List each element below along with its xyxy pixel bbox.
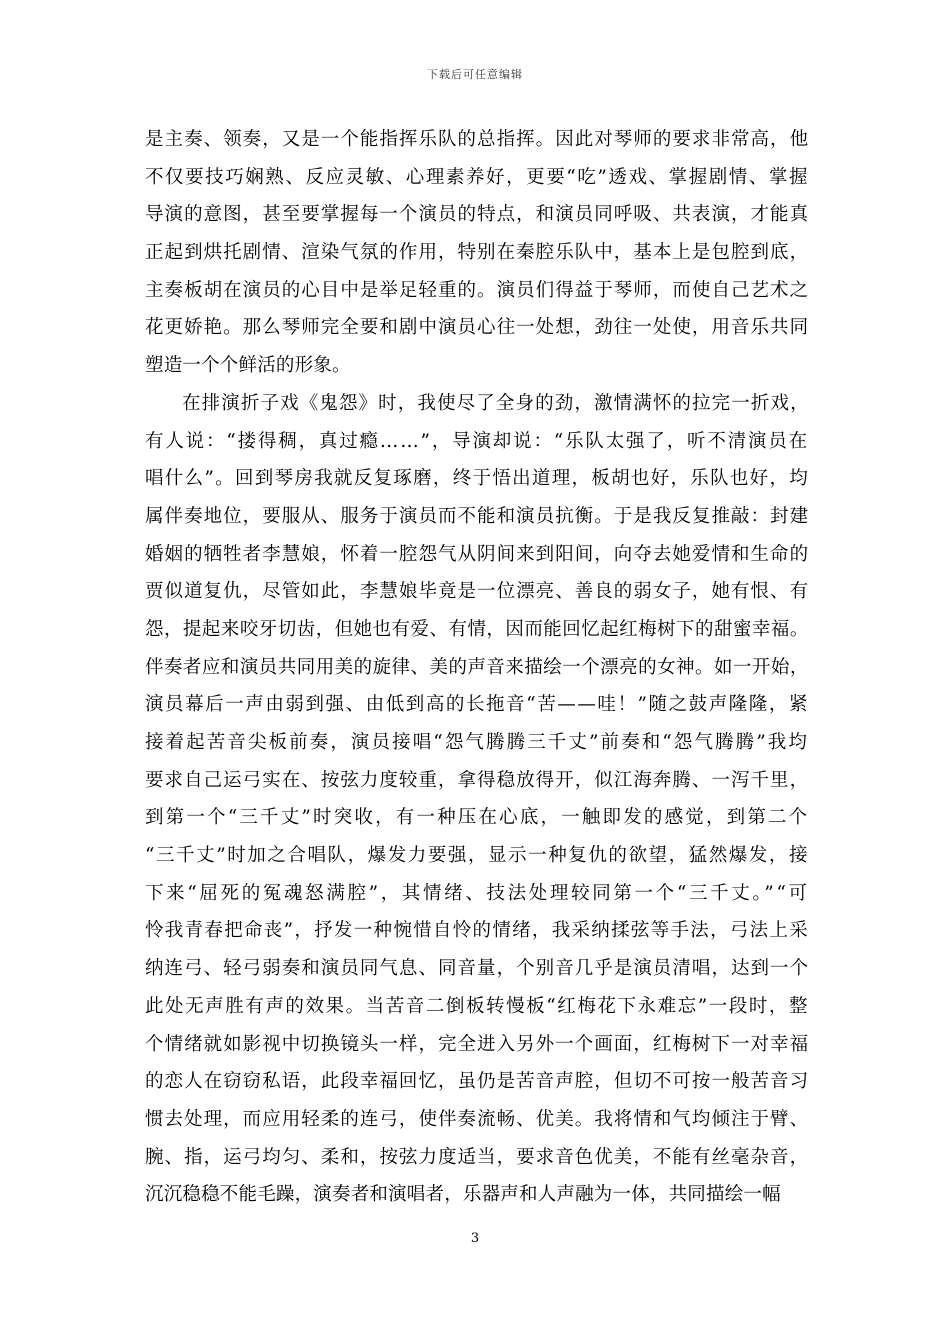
- text-line: 怨，提起来咬牙切齿，但她也有爱、有情，因而能回忆起红梅树下的甜蜜幸福。: [145, 618, 809, 640]
- text-line: 花更娇艳。那么琴师完全要和剧中演员心往一处想，劲往一处使，用音乐共同: [145, 317, 810, 339]
- text-line: 此处无声胜有声的效果。当苦音二倒板转慢板“红梅花下永难忘”一段时，整: [145, 995, 810, 1017]
- text-line: 的恋人在窃窃私语，此段幸福回忆，虽仍是苦音声腔，但切不可按一般苦音习: [145, 1071, 810, 1093]
- text-line: 个情绪就如影视中切换镜头一样，完全进入另外一个画面，红梅树下一对幸福: [145, 1033, 810, 1055]
- text-line: 纳连弓、轻弓弱奏和演员同气息、同音量，个别音几乎是演员清唱，达到一个: [145, 958, 810, 980]
- text-line: 到第一个“三千丈”时突收，有一种压在心底，一触即发的感觉，到第二个: [145, 807, 810, 829]
- text-line: 属伴奏地位，要服从、服务于演员而不能和演员抗衡。于是我反复推敲：封建: [145, 505, 810, 527]
- text-line: 塑造一个个鲜活的形象。: [145, 355, 351, 377]
- text-line: 伴奏者应和演员共同用美的旋律、美的声音来描绘一个漂亮的女神。如一开始，: [145, 656, 809, 678]
- text-line: 婚姻的牺牲者李慧娘，怀着一腔怨气从阴间来到阳间，向夺去她爱情和生命的: [145, 543, 810, 565]
- text-line: 演员幕后一声由弱到强、由低到高的长拖音“苦——哇！”随之鼓声隆隆，紧: [145, 694, 810, 716]
- paragraph-1: [145, 121, 810, 385]
- text-line-indented: 在排演折子戏《鬼怨》时，我使尽了全身的劲，激情满怀的拉完一折戏，: [182, 392, 810, 414]
- text-line: “三千丈”时加之合唱队，爆发力要强，显示一种复仇的欲望，猛然爆发，接: [145, 845, 810, 867]
- text-line: 有人说：“搂得稠，真过瘾……”，导演却说：“乐队太强了，听不清演员在: [145, 430, 809, 452]
- page-number: 3: [470, 1231, 480, 1246]
- text-line: 是主奏、领奏，又是一个能指挥乐队的总指挥。因此对琴师的要求非常高，他: [145, 129, 810, 150]
- text-line: 贾似道复仇，尽管如此，李慧娘毕竟是一位漂亮、善良的弱女子，她有恨、有: [145, 581, 810, 603]
- text-line: 接着起苦音尖板前奏，演员接唱“怨气腾腾三千丈”前奏和“怨气腾腾”我均: [145, 732, 809, 753]
- text-line: 腕、指，运弓均匀、柔和，按弦力度适当，要求音色优美，不能有丝毫杂音，: [145, 1146, 810, 1168]
- text-line: 唱什么”。回到琴房我就反复琢磨，终于悟出道理，板胡也好，乐队也好，均: [145, 468, 810, 490]
- text-line: 正起到烘托剧情、渲染气氛的作用，特别在秦腔乐队中，基本上是包腔到底，: [145, 242, 810, 264]
- text-line: 怜我青春把命丧”，抒发一种惋惜自怜的情绪，我采纳揉弦等手法，弓法上采: [145, 920, 810, 942]
- document-body: [145, 121, 810, 1214]
- text-line: 不仅要技巧娴熟、反应灵敏、心理素养好，更要“吃”透戏、掌握剧情、掌握: [145, 166, 810, 188]
- page-header: 下载后可任意编辑: [427, 68, 523, 81]
- text-line: 下来“屈死的冤魂怒满腔”，其情绪、技法处理较同第一个“三千丈。”“可: [145, 882, 810, 904]
- text-line: 惯去处理，而应用轻柔的连弓，使伴奏流畅、优美。我将情和气均倾注于臂、: [145, 1108, 810, 1130]
- text-line: 主奏板胡在演员的心目中是举足轻重的。演员们得益于琴师，而使自己艺术之: [145, 279, 810, 301]
- text-line: 要求自己运弓实在、按弦力度较重，拿得稳放得开，似江海奔腾、一泻千里，: [145, 769, 810, 791]
- text-line: 导演的意图，甚至要掌握每一个演员的特点，和演员同呼吸、共表演，才能真: [145, 204, 810, 226]
- paragraph-2: [145, 385, 810, 1214]
- text-line: 沉沉稳稳不能毛躁，演奏者和演唱者，乐器声和人声融为一体，共同描绘一幅: [145, 1184, 781, 1206]
